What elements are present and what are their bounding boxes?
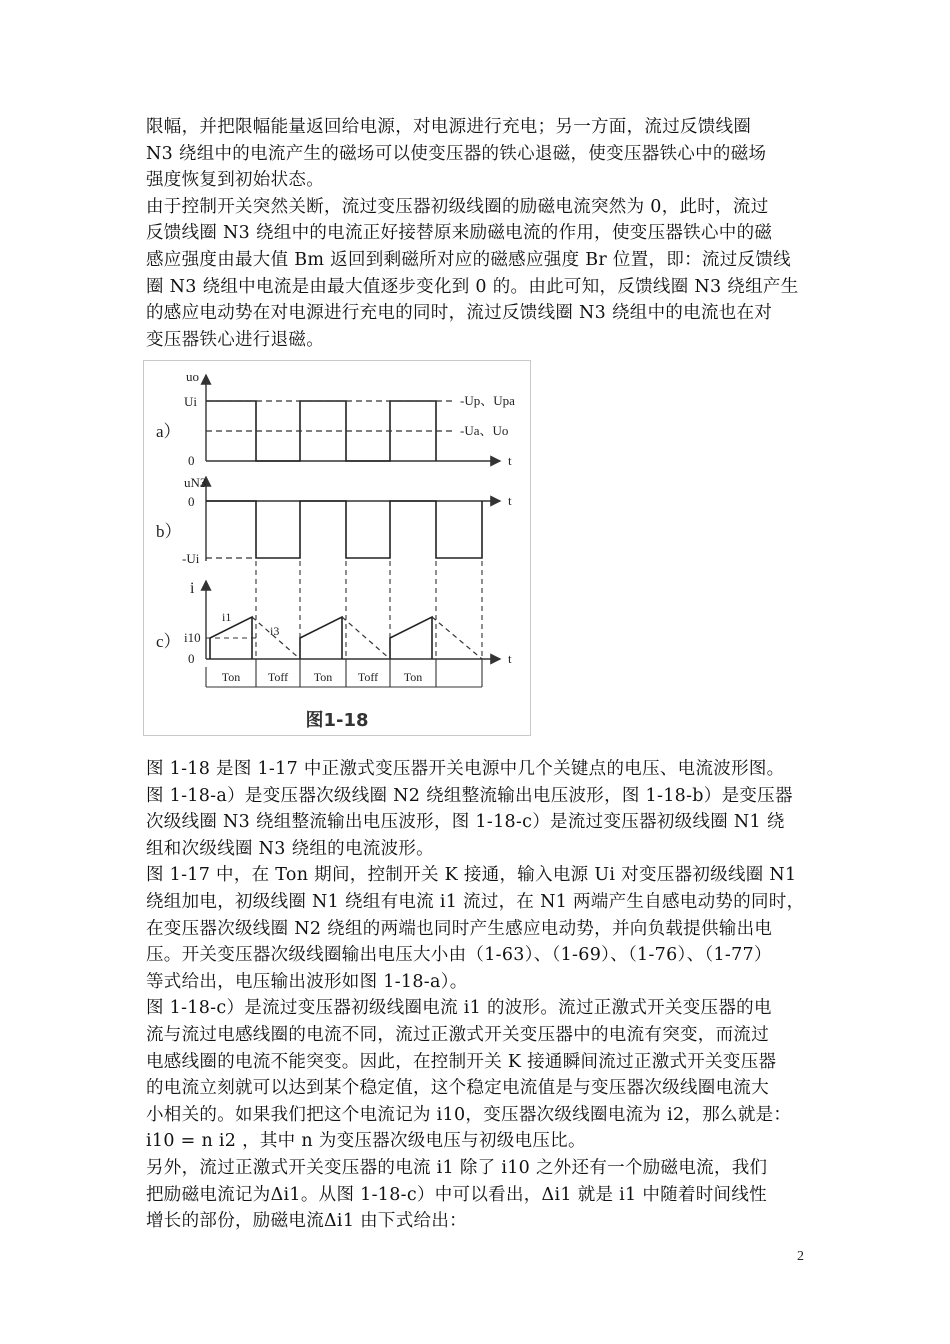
interval-row — [206, 659, 482, 687]
panel-c-i3-label: i3 — [270, 624, 280, 638]
figure-caption: 图1-18 — [305, 710, 369, 731]
text-line: 电感线圈的电流不能突变。因此，在控制开关 K 接通瞬间流过正激式开关变压器 — [146, 1051, 777, 1072]
panel-c-t-label: t — [508, 651, 512, 666]
text-line: 把励磁电流记为Δi1。从图 1-18-c）中可以看出，Δi1 就是 i1 中随着时间线性 — [146, 1184, 767, 1205]
panel-b-ui-label: -Ui — [182, 551, 200, 566]
text-line: 流与流过电感线圈的电流不同，流过正激式开关变压器中的电流有突变，而流过 — [146, 1024, 769, 1045]
text-line: 等式给出，电压输出波形如图 1-18-a）。 — [146, 971, 468, 992]
panel-a-zero-label: 0 — [188, 453, 195, 468]
panel-c-i1-label: i1 — [222, 610, 232, 624]
panel-b-square-wave — [206, 501, 482, 558]
panel-c-y-label: i — [190, 580, 195, 597]
panel-a-y-label: uo — [186, 369, 199, 384]
text-line: 压。开关变压器次级线圈输出电压大小由（1-63）、（1-69）、（1-76）、（1-77） — [146, 945, 772, 966]
panel-a — [156, 369, 515, 468]
current-pulse-2 — [300, 617, 342, 659]
panel-a-ui-label: Ui — [184, 394, 197, 409]
text-line: 图 1-18 是图 1-17 中正激式变压器开关电源中几个关键点的电压、电流波形图。 — [146, 759, 785, 779]
current-pulse-3 — [390, 617, 432, 659]
panel-b-t-label: t — [508, 493, 512, 508]
text-line: 小相关的。如果我们把这个电流记为 i10，变压器次级线圈电流为 i2，那么就是： — [146, 1104, 792, 1125]
interval-label: Ton — [313, 670, 333, 684]
text-line: 图 1-17 中，在 Ton 期间，控制开关 K 接通，输入电源 Ui 对变压器初级线圈 N1 — [146, 865, 797, 886]
body-paragraphs — [146, 756, 814, 1235]
waveform-figure — [143, 360, 531, 736]
panel-b — [156, 475, 512, 566]
text-line: 的感应电动势在对电源进行充电的同时，流过反馈线圈 N3 绕组中的电流也在对 — [146, 303, 773, 324]
text-line: 反馈线圈 N3 绕组中的电流正好接替原来励磁电流的作用，使变压器铁心中的磁 — [146, 223, 773, 244]
text-line: 组和次级线圈 N3 绕组的电流波形。 — [146, 838, 434, 859]
panel-a-up-label: -Up、Upa — [460, 393, 515, 408]
text-line: 绕组加电，初级线圈 N1 绕组有电流 i1 流过，在 N1 两端产生自感电动势的同时， — [146, 891, 805, 912]
text-line: 感应强度由最大值 Bm 返回到剩磁所对应的磁感应强度 Br 位置，即：流过反馈线 — [146, 249, 791, 270]
text-line: 强度恢复到初始状态。 — [146, 170, 324, 191]
panel-c-tag: c） — [156, 632, 181, 651]
text-line: 图 1-18-a）是变压器次级线圈 N2 绕组整流输出电压波形，图 1-18-b）是变压器 — [146, 785, 793, 806]
text-line: 由于控制开关突然关断，流过变压器初级线圈的励磁电流突然为 0，此时，流过 — [146, 196, 769, 217]
panel-a-ua-label: -Ua、Uo — [460, 423, 509, 438]
interval-label: Ton — [403, 670, 423, 684]
text-line: 的电流立刻就可以达到某个稳定值，这个稳定电流值是与变压器次级线圈电流大 — [146, 1078, 769, 1099]
text-line: 限幅，并把限幅能量返回给电源，对电源进行充电；另一方面，流过反馈线圈 — [146, 117, 752, 137]
interval-label: Toff — [267, 670, 289, 684]
waveform-diagram — [144, 361, 530, 735]
text-line: 另外，流过正激式开关变压器的电流 i1 除了 i10 之外还有一个励磁电流，我们 — [146, 1157, 768, 1178]
decay-ramp-2 — [342, 617, 390, 659]
intro-paragraph — [146, 114, 814, 353]
panel-c — [156, 580, 512, 666]
decay-ramp-3 — [432, 617, 482, 659]
panel-a-t-label: t — [508, 453, 512, 468]
text-line: 增长的部份，励磁电流Δi1 由下式给出： — [146, 1211, 467, 1232]
panel-a-tag: a） — [156, 422, 181, 441]
panel-b-tag: b） — [156, 522, 182, 541]
text-line: 图 1-18-c）是流过变压器初级线圈电流 i1 的波形。流过正激式开关变压器的电 — [146, 998, 772, 1019]
panel-b-y-label: uN3 — [184, 475, 207, 490]
text-line: 圈 N3 绕组中电流是由最大值逐步变化到 0 的。由此可知，反馈线圈 N3 绕组产生 — [146, 276, 799, 297]
interval-label: Ton — [221, 670, 241, 684]
interval-label: Toff — [357, 670, 379, 684]
page-number: 2 — [797, 1249, 804, 1264]
text-line: i10 = n i2 ，其中 n 为变压器次级电压与初级电压比。 — [146, 1131, 586, 1152]
guide-lines — [256, 561, 482, 659]
text-line: 在变压器次级线圈 N2 绕组的两端也同时产生感应电动势，并向负载提供输出电 — [146, 918, 773, 939]
text-line: 变压器铁心进行退磁。 — [146, 329, 324, 350]
text-line: 次级线圈 N3 绕组整流输出电压波形，图 1-18-c）是流过变压器初级线圈 N1 绕 — [146, 812, 785, 833]
panel-c-zero-label: 0 — [188, 651, 195, 666]
panel-b-zero-label: 0 — [188, 494, 195, 509]
text-line: N3 绕组中的电流产生的磁场可以使变压器的铁心退磁，使变压器铁心中的磁场 — [146, 143, 767, 164]
panel-c-i10-label: i10 — [184, 630, 201, 645]
